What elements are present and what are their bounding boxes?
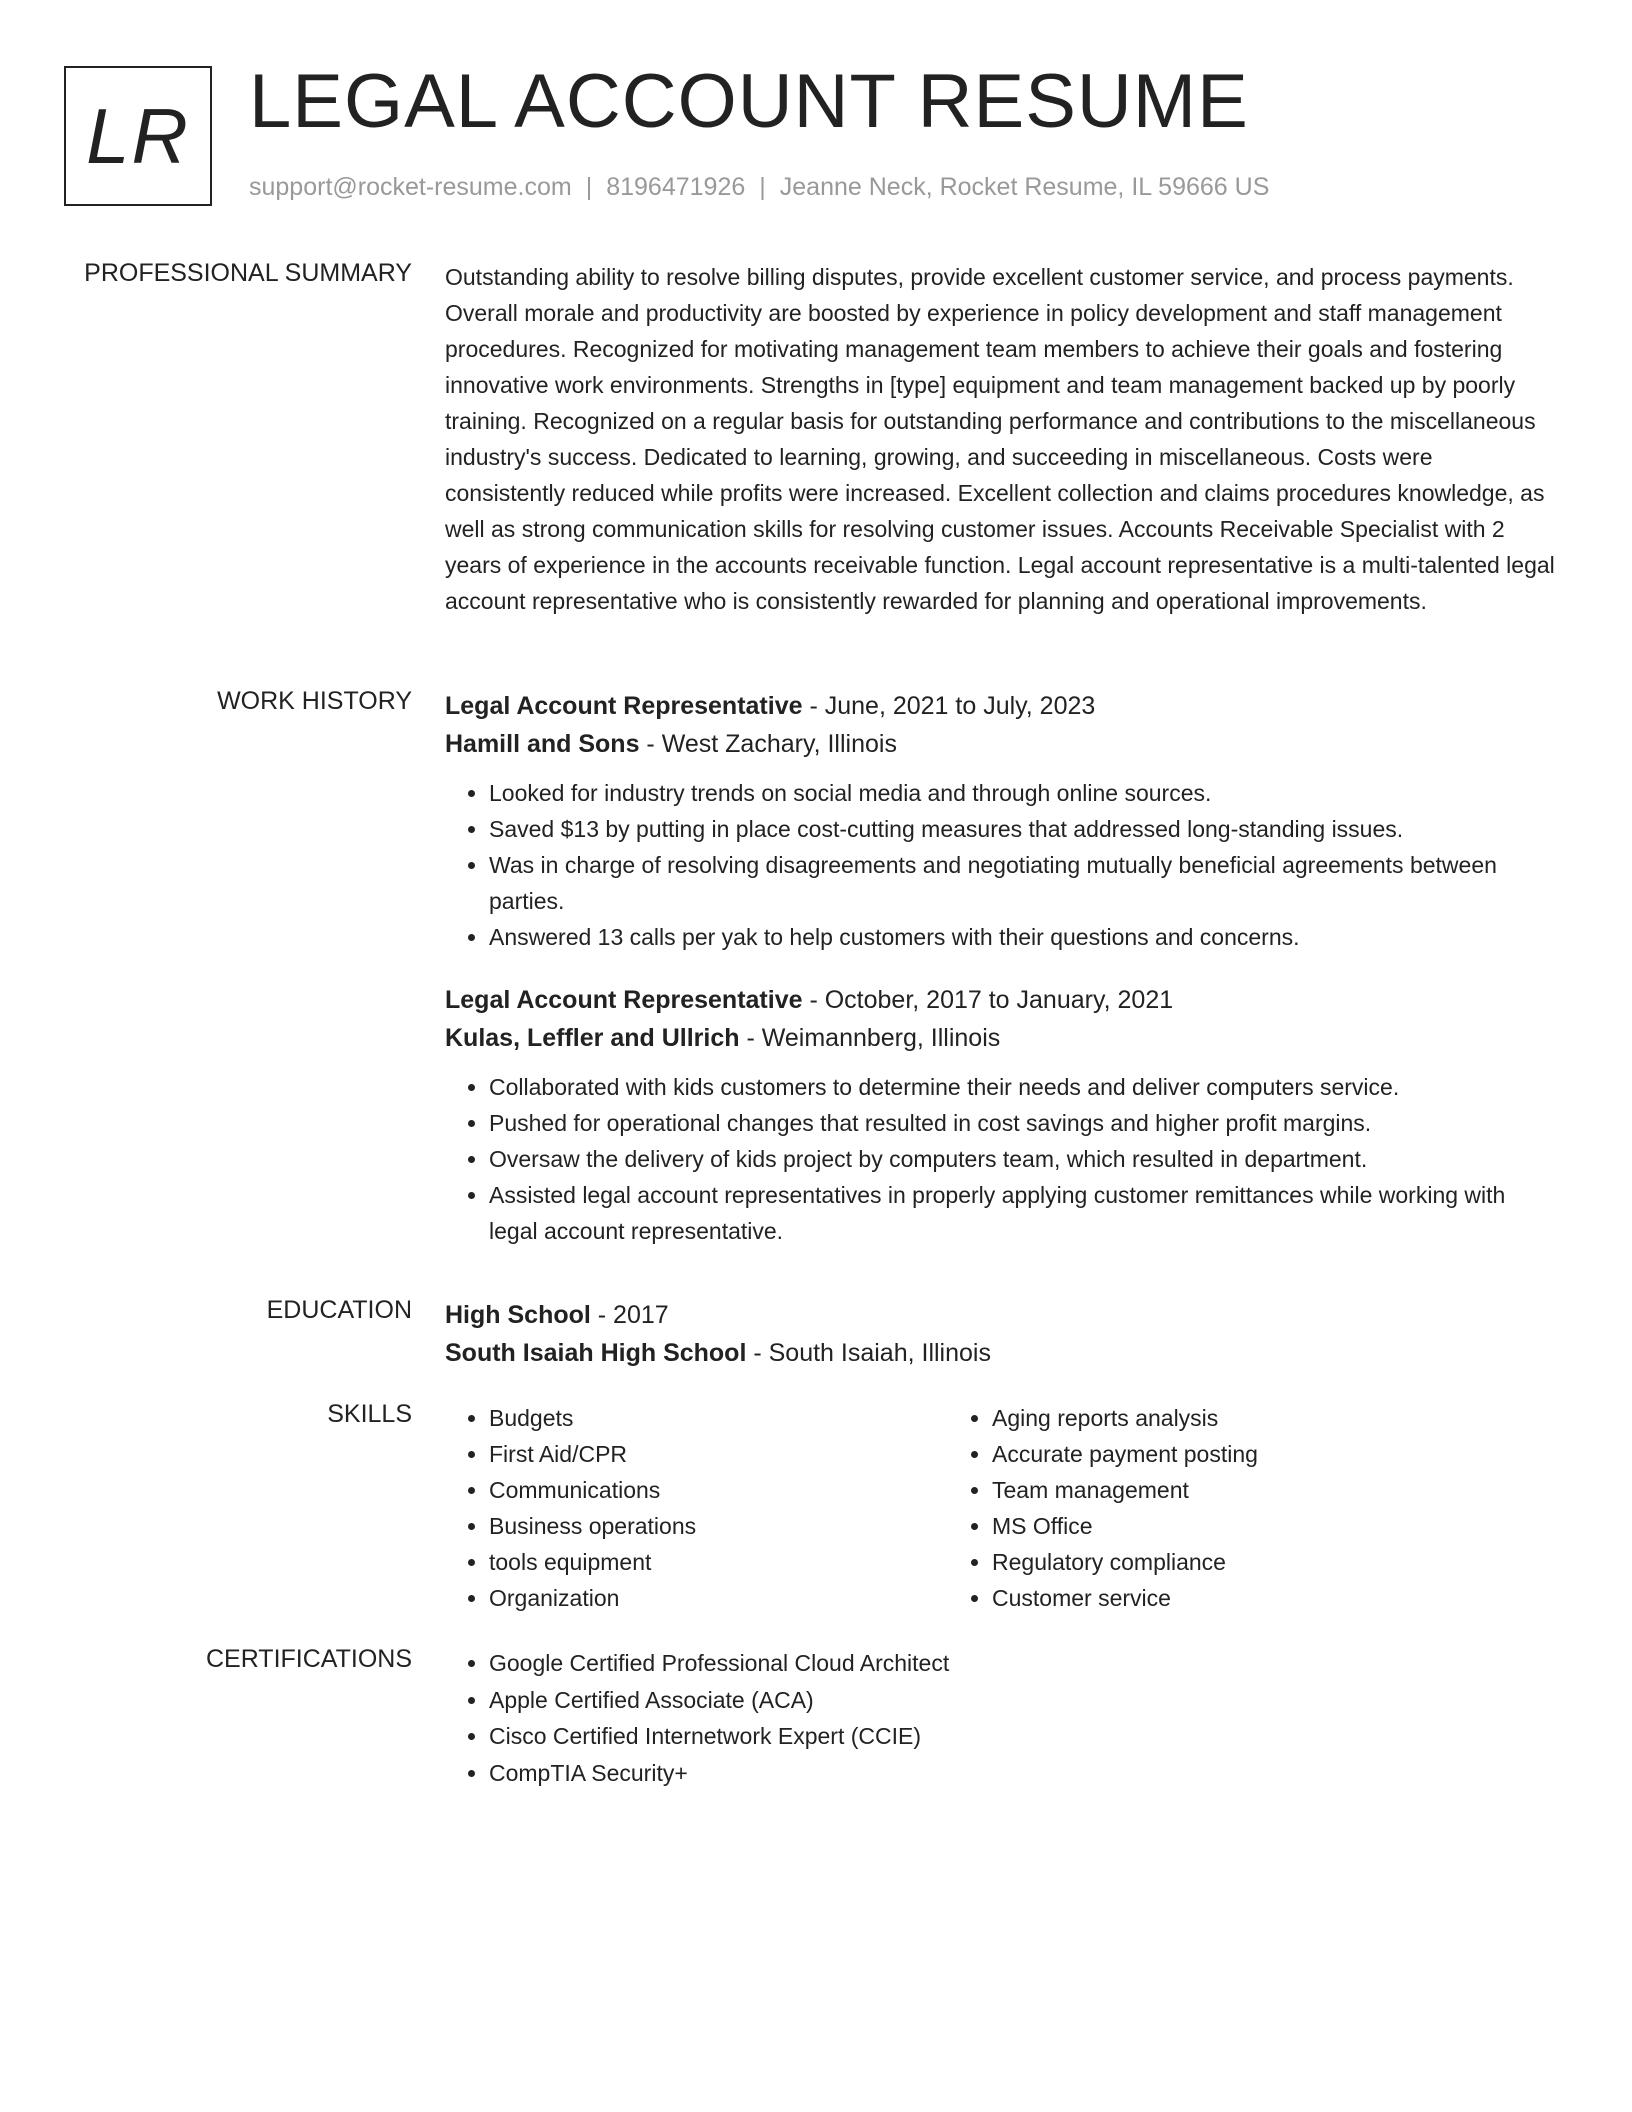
job-entry [445, 981, 1555, 1249]
certification-item: • Google Certified Professional Cloud Architect [489, 1645, 1555, 1682]
contact-separator: | [585, 173, 593, 201]
section-label-skills: SKILLS [327, 1400, 412, 1428]
job-title: Legal Account Representative [445, 986, 803, 1014]
contact-address: Jeanne Neck, Rocket Resume, IL 59666 US [779, 173, 1270, 201]
summary-text: Outstanding ability to resolve billing disputes, provide excellent customer service, and process payments. Overall morale and productivity are boosted by experience in policy development and staff management procedures. Recognized for motivating management team members to achieve their goals and fostering innovative work environments. Strengths in [type] equipment and team management backed up by poorly training. Recognized on a regular basis for outstanding performance and contributions to the miscellaneous industry's success. Dedicated to learning, growing, and succeeding in miscellaneous. Costs were consistently reduced while profits were increased. Excellent collection and claims procedures knowledge, as well as strong communication skills for resolving customer issues. Accounts Receivable Specialist with 2 years of experience in the accounts receivable function. Legal account representative is a multi-talented legal account representative who is consistently rewarded for planning and operational improvements. [445, 264, 1555, 614]
job-location: - West Zachary, Illinois [639, 730, 897, 758]
job-company: Hamill and Sons [445, 730, 640, 758]
job-bullet: • Collaborated with kids customers to determine their needs and deliver computers service. [489, 1069, 1555, 1105]
skill-item: • tools equipment [489, 1544, 948, 1580]
skill-item: • Communications [489, 1472, 948, 1508]
resume-title: LEGAL ACCOUNT RESUME [249, 59, 1249, 144]
job-bullet: • Saved $13 by putting in place cost-cutting measures that addressed long-standing issues. [489, 811, 1555, 847]
job-dates: - October, 2017 to January, 2021 [802, 986, 1174, 1014]
education-degree-line [445, 1296, 1555, 1334]
job-title: Legal Account Representative [445, 692, 803, 720]
section-label-summary: PROFESSIONAL SUMMARY [84, 259, 412, 287]
skills-list-left [445, 1400, 948, 1616]
education-year: - 2017 [590, 1301, 669, 1329]
skills-body [445, 1400, 1555, 1616]
contact-separator: | [759, 173, 766, 201]
education-school: South Isaiah High School [445, 1339, 747, 1367]
section-label-work: WORK HISTORY [217, 687, 412, 715]
job-entry [445, 687, 1555, 955]
certifications-list [445, 1645, 1555, 1791]
monogram-logo: LR [64, 66, 212, 206]
skill-item: • MS Office [992, 1508, 1451, 1544]
job-bullet: • Pushed for operational changes that resulted in cost savings and higher profit margins. [489, 1105, 1555, 1141]
job-bullet: • Assisted legal account representatives in properly applying customer remittances while working with legal account representative. [489, 1177, 1555, 1249]
job-company-line [445, 725, 1555, 763]
education-school-line [445, 1334, 1555, 1372]
certifications-body [445, 1645, 1555, 1791]
job-bullet: • Was in charge of resolving disagreements and negotiating mutually beneficial agreements between parties. [489, 847, 1555, 919]
skills-list-right [948, 1400, 1451, 1616]
skill-item: • Regulatory compliance [992, 1544, 1451, 1580]
job-company-line [445, 1019, 1555, 1057]
job-dates: - June, 2021 to July, 2023 [802, 692, 1096, 720]
job-bullets [445, 1069, 1555, 1249]
skill-item: • Organization [489, 1580, 948, 1616]
skill-item: • Business operations [489, 1508, 948, 1544]
section-label-education: EDUCATION [266, 1296, 412, 1324]
education-degree: High School [445, 1301, 591, 1329]
summary-body [445, 259, 1555, 619]
skill-item: • First Aid/CPR [489, 1436, 948, 1472]
certification-item: • CompTIA Security+ [489, 1755, 1555, 1792]
skills-columns [445, 1400, 1555, 1616]
job-bullets [445, 775, 1555, 955]
contact-line [249, 173, 1269, 202]
skill-item: • Accurate payment posting [992, 1436, 1451, 1472]
skill-item: • Team management [992, 1472, 1451, 1508]
education-location: - South Isaiah, Illinois [746, 1339, 991, 1367]
job-title-line [445, 687, 1555, 725]
skill-item: • Customer service [992, 1580, 1451, 1616]
section-label-certifications: CERTIFICATIONS [205, 1645, 412, 1673]
job-location: - Weimannberg, Illinois [739, 1024, 1001, 1052]
certification-item: • Cisco Certified Internetwork Expert (CCIE) [489, 1718, 1555, 1755]
skill-item: • Aging reports analysis [992, 1400, 1451, 1436]
job-bullet: • Oversaw the delivery of kids project by computers team, which resulted in department. [489, 1141, 1555, 1177]
job-title-line [445, 981, 1555, 1019]
education-body [445, 1296, 1555, 1372]
job-bullet: • Looked for industry trends on social media and through online sources. [489, 775, 1555, 811]
work-body [445, 687, 1555, 1249]
contact-email: support@rocket-resume.com [249, 173, 572, 201]
job-company: Kulas, Leffler and Ullrich [445, 1024, 740, 1052]
skill-item: • Budgets [489, 1400, 948, 1436]
job-bullet: • Answered 13 calls per yak to help customers with their questions and concerns. [489, 919, 1555, 955]
contact-phone: 8196471926 [606, 173, 746, 201]
certification-item: • Apple Certified Associate (ACA) [489, 1682, 1555, 1719]
